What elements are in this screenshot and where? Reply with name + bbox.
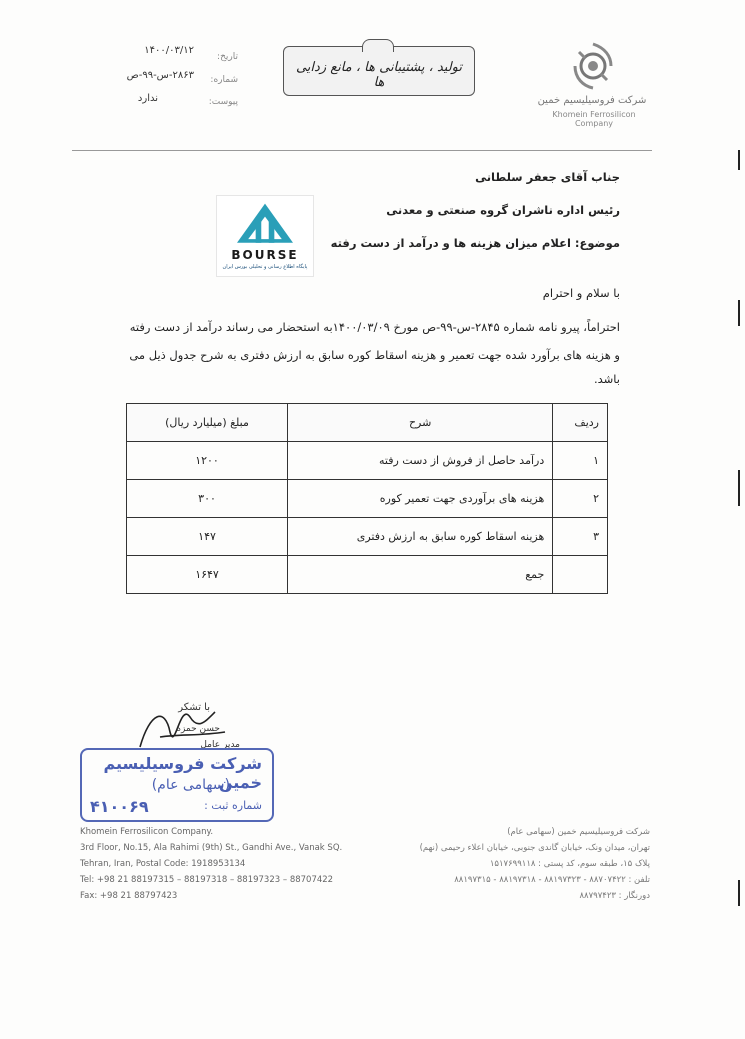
number-value: ۲۸۶۳-س-۹۹-ص [126, 70, 194, 81]
bourse-watermark [216, 195, 314, 277]
footer-fa-address: تهران، میدان ونک، خیابان گاندی جنوبی، خیابان اعلاء رحیمی (نهم) [419, 843, 650, 853]
total-label: جمع [288, 556, 553, 594]
company-name-en: Khomein Ferrosilicon Company [552, 110, 636, 128]
slogan-text: تولید ، پشتیبانی ها ، مانع زدایی ها [295, 60, 463, 90]
table-total-row [127, 556, 608, 594]
row-amount: ۱۲۰۰ [127, 442, 288, 480]
scan-mark [738, 150, 740, 170]
footer-fa-company: شرکت فروسیلیسیم خمین (سهامی عام) [507, 827, 650, 837]
subject: موضوع: اعلام میزان هزینه ها و درآمد از دست رفته [330, 236, 620, 250]
footer-en-company: Khomein Ferrosilicon Company. [80, 827, 214, 837]
header-amount: مبلغ (میلیارد ریال) [127, 404, 288, 442]
row-description: هزینه های برآوردی جهت تعمیر کوره [288, 480, 553, 518]
footer-fa-fax: دورنگار : ۸۸۷۹۷۴۲۳ [579, 891, 650, 901]
attachment-label: پیوست: [208, 97, 238, 107]
footer-fa-postal: پلاک ۱۵، طبقه سوم، کد پستی : ۱۵۱۷۶۹۹۱۱۸ [489, 859, 650, 869]
stamp-reg-number: ۴۱۰۰۶۹ [90, 797, 149, 816]
header-divider [72, 150, 652, 151]
footer-en-tel: Tel: +98 21 88197315 – 88197318 – 88197323 – 88707422 [80, 875, 334, 885]
row-amount: ۱۴۷ [127, 518, 288, 556]
slogan-banner [283, 46, 475, 96]
stamp-reg-label: شماره ثبت : [204, 799, 262, 812]
row-index: ۳ [553, 518, 608, 556]
table-row [127, 442, 608, 480]
banner-ornament [362, 39, 394, 52]
scan-mark [738, 300, 740, 326]
row-index: ۲ [553, 480, 608, 518]
date-label: تاریخ: [217, 52, 238, 62]
row-amount: ۳۰۰ [127, 480, 288, 518]
scan-mark [738, 470, 740, 506]
signature-thanks: با تشکر [178, 702, 210, 713]
scan-mark [738, 880, 740, 906]
greeting: با سلام و احترام [542, 286, 620, 300]
footer-en-fax: Fax: +98 21 88797423 [80, 891, 178, 901]
company-logo-icon [565, 38, 621, 94]
signature-name: حسن حمزه [176, 724, 220, 734]
signature-role: مدیر عامل [200, 740, 240, 750]
body-line-3: باشد. [593, 372, 620, 386]
header-description: شرح [288, 404, 553, 442]
body-line-1: احتراماً، پیرو نامه شماره ۲۸۴۵-س-۹۹-ص مورخ ۱۴۰۰/۰۳/۰۹به استحضار می رساند درآمد از دست رفته [129, 320, 620, 334]
footer-en [80, 824, 380, 904]
footer-fa-tel: تلفن : ۸۸۷۰۷۴۲۲ - ۸۸۱۹۷۳۲۳ - ۸۸۱۹۷۳۱۸ - ۸۸۱۹۷۳۱۵ [454, 875, 650, 885]
row-index: ۱ [553, 442, 608, 480]
number-label: شماره: [210, 75, 238, 85]
cost-table [126, 403, 608, 594]
addressee: جناب آقای جعفر سلطانی [475, 170, 620, 184]
row-description: هزینه اسقاط کوره سابق به ارزش دفتری [288, 518, 553, 556]
table-row [127, 518, 608, 556]
company-stamp [80, 748, 274, 822]
bourse-logo-text: BOURSE [231, 248, 299, 262]
footer-en-address: 3rd Floor, No.15, Ala Rahimi (9th) St., Gandhi Ave., Vanak SQ. [80, 843, 343, 853]
total-amount: ۱۶۴۷ [127, 556, 288, 594]
addressee-title: رئیس اداره ناشران گروه صنعتی و معدنی [386, 203, 620, 217]
attachment-value: ندارد [137, 93, 158, 104]
bourse-caption: پایگاه اطلاع رسانی و تحلیلی بورس ایران [222, 264, 308, 270]
bourse-logo-icon [217, 198, 313, 254]
company-name-fa: شرکت فروسیلیسیم خمین [537, 95, 647, 106]
table-header-row [127, 404, 608, 442]
date-value: ۱۴۰۰/۰۳/۱۲ [144, 45, 194, 56]
stamp-type: (سهامی عام) [151, 777, 230, 793]
footer-fa [400, 824, 650, 904]
table-row [127, 480, 608, 518]
footer-en-city: Tehran, Iran, Postal Code: 1918953134 [80, 859, 246, 869]
body-line-2: و هزینه های برآورد شده جهت تعمیر و هزینه اسقاط کوره سابق به ارزش دفتری به شرح جدول ذیل می [129, 348, 620, 362]
total-index [553, 556, 608, 594]
header-index: ردیف [553, 404, 608, 442]
row-description: درآمد حاصل از فروش از دست رفته [288, 442, 553, 480]
stamp-company: شرکت فروسیلیسیم خمین [103, 754, 262, 792]
